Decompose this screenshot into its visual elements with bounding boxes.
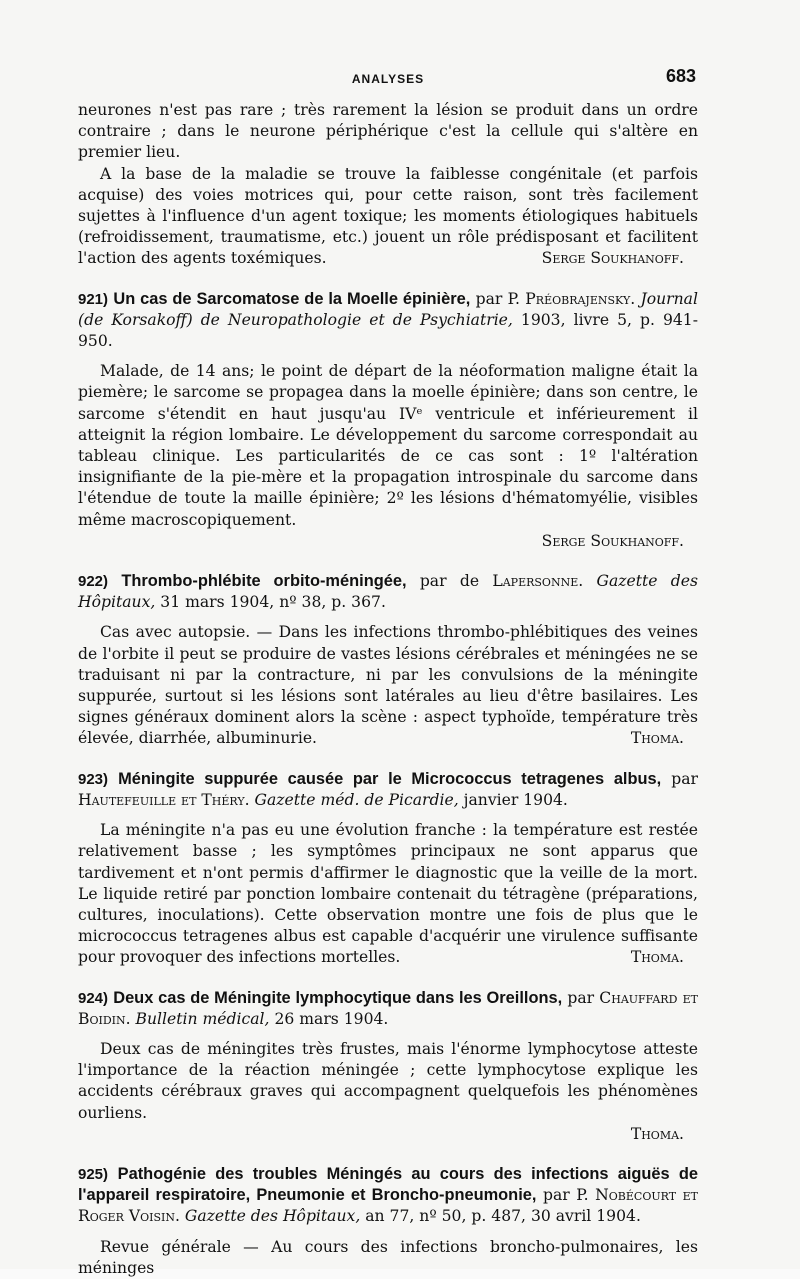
intro-signature: Serge Soukhanoff. [541,249,684,268]
entry-source: janvier 1904. [463,790,568,809]
entry-922-title [78,571,698,613]
entry-923-title [78,769,698,811]
entry-title-text: Thrombo-phlébite orbito-méningée, [121,572,407,591]
entry-author: Chauffard et Boidin. [78,988,698,1028]
entry-journal: Gazette méd. de Picardie, [254,790,459,809]
entry-924-title [78,988,698,1030]
entry-923-signature: Thoma. [630,948,684,967]
entry-source: 31 mars 1904, nº 38, p. 367. [160,593,386,612]
entry-number: 921) [78,290,109,308]
entry-author: Préobrajensky. [525,289,636,308]
page-header [80,66,696,90]
entry-source: 1903, livre 5, p. 941-950. [78,310,698,351]
running-title: ANALYSES [351,72,425,86]
entry-925-title [78,1164,698,1228]
entry-author: Nobécourt et Roger Voisin. [78,1186,698,1226]
page-number: 683 [665,66,696,86]
entry-title-text: Pathogénie des troubles Méningés au cours des infections aiguës de l'appareil respiratoire, Pneumonie et Broncho-pneumonie, [78,1164,698,1205]
entry-by: par de [419,572,480,591]
entry-title-text: Un cas de Sarcomatose de la Moelle épinière, [113,289,471,308]
intro-paragraph-1: neurones n'est pas rare ; très rarement la lésion se produit dans un ordre contraire ; dans le neurone périphérique c'est la cellule qui s'altère en premier lieu. [78,101,698,162]
entry-922-signature: Thoma. [630,729,684,748]
entry-title-text: Deux cas de Méningite lymphocytique dans les Oreillons, [113,988,563,1007]
entry-journal: Gazette des Hôpitaux, [78,572,698,612]
entry-924-signature: Thoma. [630,1124,684,1143]
entry-925-text: Revue générale — Au cours des infections broncho-pulmonaires, les méninges [78,1237,698,1277]
entry-921-signature: Serge Soukhanoff. [541,531,684,550]
entry-924-text: Deux cas de méningites très frustes, mais l'énorme lymphocytose atteste l'importance de la réaction méningée ; cette lymphocytose explique les accidents cérébraux graves qui accompagnent quelquefois les phénomènes ourliens. [78,1039,698,1122]
entry-by: par [671,769,698,788]
entry-journal: Journal (de Korsakoff) de Neuropathologie et de Psychiatrie, [78,289,698,329]
entry-number: 923) [78,770,109,788]
page-body [78,100,698,1279]
entry-journal: Bulletin médical, [135,1009,270,1028]
entry-number: 925) [78,1165,109,1183]
entry-923-text [78,820,698,968]
entry-text: La méningite n'a pas eu une évolution franche : la température est restée relativement basse ; les symptômes principaux ne sont apparus que tardivement et n'ont permis d'affirmer le diagnostic que la veille de la mort. Le liquide retiré par ponction lombaire contenait du tétragène (préparations, cultures, inoculations). Cette observation montre une fois de plus que le micrococcus tetragenes albus est capable d'acquérir une virulence suffisante pour provoquer des infections mortelles. [78,821,698,967]
entry-number: 924) [78,989,109,1007]
entry-author: Lapersonne. [492,572,584,591]
entry-author: Hautefeuille et Théry. [78,790,250,809]
entry-921-title [78,289,698,353]
entry-by: par P. [542,1186,589,1205]
entry-source: an 77, nº 50, p. 487, 30 avril 1904. [365,1207,641,1226]
entry-source: 26 mars 1904. [274,1009,389,1028]
entry-by: par P. [475,289,520,308]
entry-921-text: Malade, de 14 ans; le point de départ de la néoformation maligne était la piemère; le sarcome se propagea dans la moelle épinière; dans son centre, le sarcome s'étendit en haut jusqu'au IVᵉ ventricule et inférieurement il atteignit la région lombaire. Le développement du sarcome correspondait au tableau clinique. Les particularités de ce cas sont : 1º l'altération insignifiante de la pie-mère et la propagation introspinale du sarcome dans l'étendue de toute la maille épinière; 2º les lésions d'hématomyélie, visibles même macroscopiquement. [78,362,698,529]
entry-journal: Gazette des Hôpitaux, [184,1207,361,1226]
entry-text: Cas avec autopsie. — Dans les infections thrombo-phlébitiques des veines de l'orbite il peut se produire de vastes lésions cérébrales et méningées ne se traduisant ni par la contracture, ni par les convulsions de la méningite suppurée, surtout si les lésions sont latérales au lieu d'être basilaires. Les signes généraux dominent alors la scène : aspect typhoïde, température très élevée, diarrhée, albuminurie. [78,623,698,748]
entry-by: par [567,988,595,1007]
intro-paragraph-2-text: A la base de la maladie se trouve la faiblesse congénitale (et parfois acquise) des voies motrices qui, pour cette raison, sont très facilement sujettes à l'influence d'un agent toxique; les moments étiologiques habituels (refroidissement, traumatisme, etc.) jouent un rôle prédisposant et facilitent l'action des agents toxémiques. [78,164,698,268]
entry-number: 922) [78,573,109,591]
entry-title-text: Méningite suppurée causée par le Micrococcus tetragenes albus, [118,769,662,788]
intro-paragraph-2 [78,164,698,270]
entry-922-text [78,622,698,749]
